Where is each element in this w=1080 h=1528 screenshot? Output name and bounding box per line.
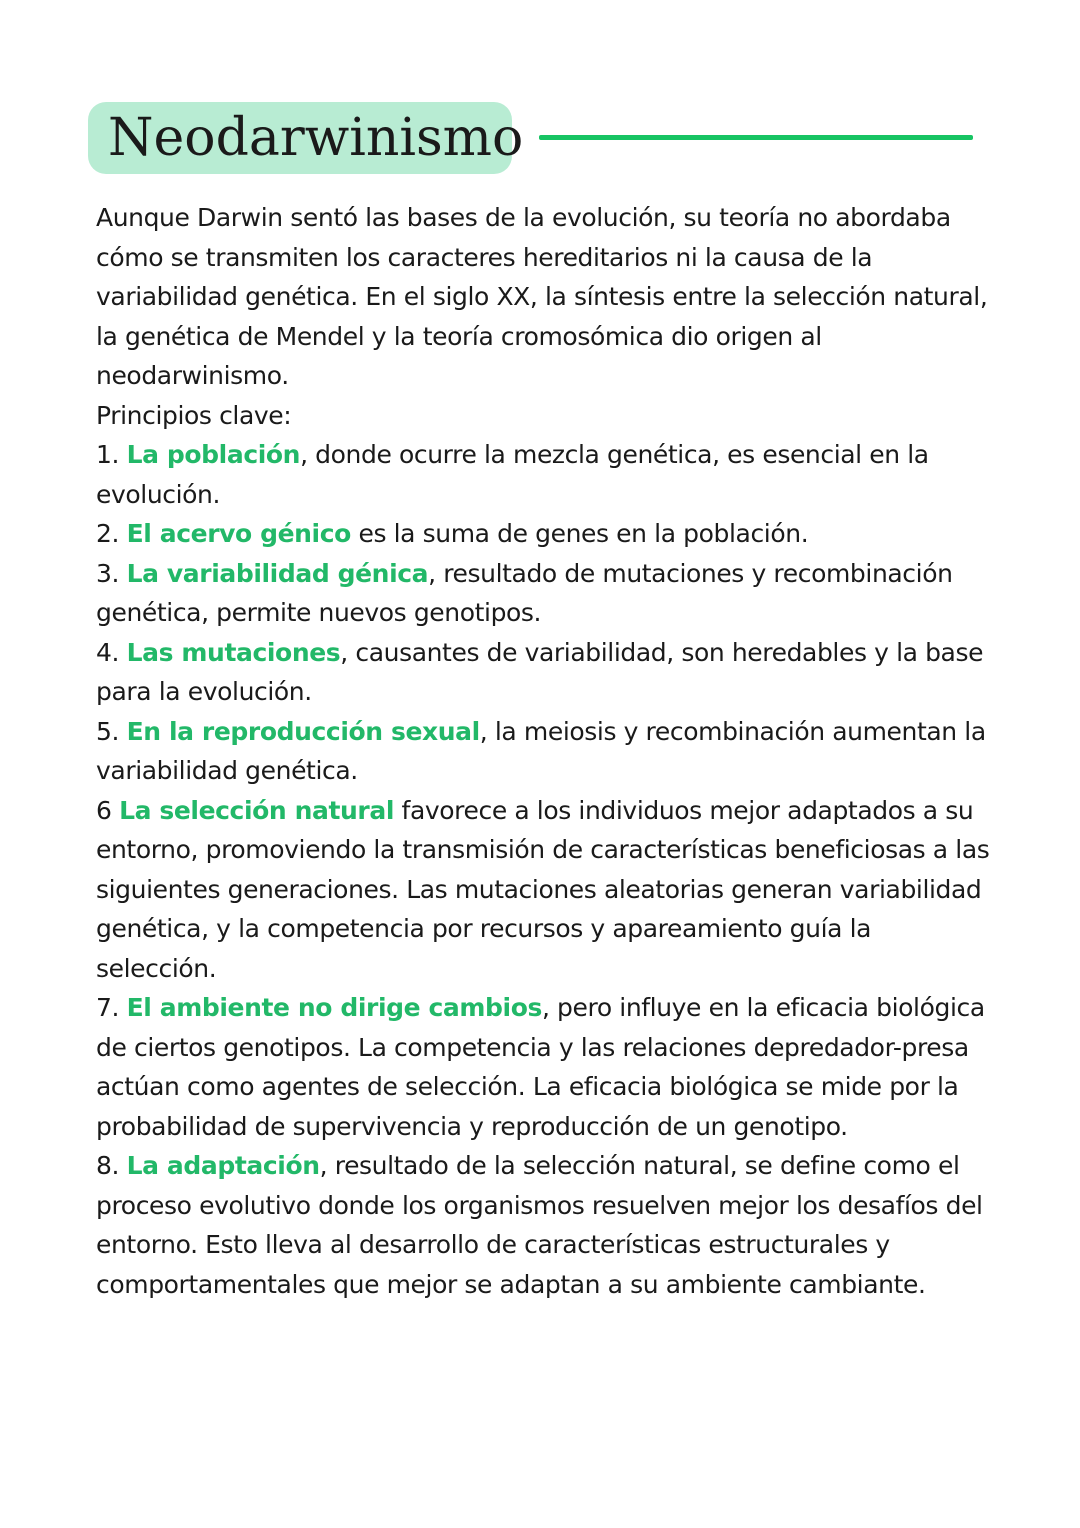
principle-number: 6 (96, 795, 112, 825)
principle-item (96, 712, 996, 791)
title-badge (88, 102, 524, 174)
principle-number: 7. (96, 993, 120, 1022)
principle-highlight: El acervo génico (126, 519, 351, 548)
intro-paragraph: Aunque Darwin sentó las bases de la evolución, su teoría no abordaba cómo se transmiten los caracteres hereditarios ni la causa de la variabilidad genética. En el siglo XX, la síntesis entre la selección natural, la genética de Mendel y la teoría cromosómica dio origen al neodarwinismo. (96, 203, 988, 390)
principle-number: 1. (96, 440, 120, 469)
principle-number: 4. (96, 637, 120, 667)
principle-item (96, 1146, 996, 1304)
document-body (96, 198, 996, 1304)
principle-text: es la suma de genes en la población. (350, 519, 809, 548)
principle-highlight: El ambiente no dirige cambios (126, 993, 542, 1022)
principle-text: , la meiosis y recombinación aumentan la variabilidad genética. (96, 716, 986, 785)
principle-item (96, 791, 996, 989)
principle-highlight: La selección natural (119, 795, 394, 825)
principles-heading: Principios clave: (96, 400, 292, 430)
principle-highlight: Las mutaciones (126, 637, 341, 667)
principle-item (96, 435, 996, 514)
principle-number: 5. (96, 716, 120, 746)
page-title: Neodarwinismo (108, 108, 524, 168)
principle-number: 3. (96, 558, 120, 588)
principle-highlight: En la reproducción sexual (126, 716, 480, 746)
title-divider-line (539, 135, 973, 140)
principle-text: , donde ocurre la mezcla genética, es esencial en la evolución. (96, 440, 929, 509)
principle-item (96, 514, 996, 554)
principle-text: favorece a los individuos mejor adaptados a su entorno, promoviendo la transmisión de características beneficiosas a las siguientes generaciones. Las mutaciones aleatorias generan variabilidad genética, y la competencia por recursos y apareamiento guía la selección. (96, 795, 990, 983)
principle-text: , resultado de la selección natural, se define como el proceso evolutivo donde los organismos resuelven mejor los desafíos del entorno. Esto lleva al desarrollo de características estructurales y comportamentales que mejor se adaptan a su ambiente cambiante. (96, 1151, 983, 1299)
principle-text: , pero influye en la eficacia biológica de ciertos genotipos. La competencia y las relaciones depredador-presa actúan como agentes de selección. La eficacia biológica se mide por la probabilidad de supervivencia y reproducción de un genotipo. (96, 993, 985, 1141)
principle-item (96, 554, 996, 633)
principle-highlight: La población (126, 440, 301, 469)
principle-number: 8. (96, 1151, 120, 1180)
principle-item (96, 988, 996, 1146)
principle-item (96, 633, 996, 712)
principle-highlight: La variabilidad génica (126, 558, 429, 588)
principle-highlight: La adaptación (126, 1151, 320, 1180)
principle-text: , causantes de variabilidad, son heredables y la base para la evolución. (96, 637, 984, 706)
principle-number: 2. (96, 519, 120, 548)
principle-text: , resultado de mutaciones y recombinación genética, permite nuevos genotipos. (96, 558, 953, 627)
